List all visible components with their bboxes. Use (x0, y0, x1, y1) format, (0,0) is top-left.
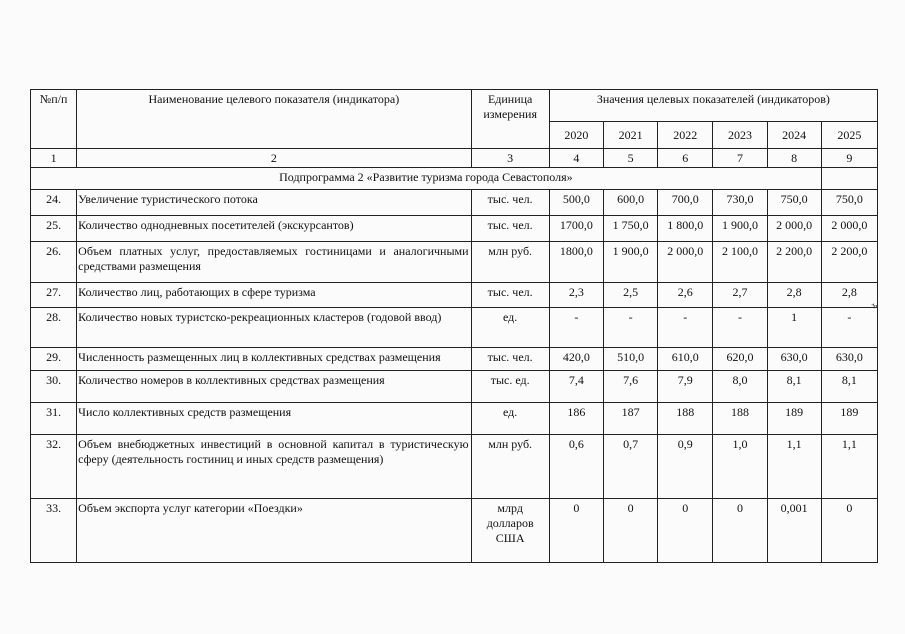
row-number: 28. (31, 308, 77, 348)
value-cell: 630,0 (821, 348, 877, 371)
value-cell: 2,3 (549, 283, 603, 308)
value-cell: 420,0 (549, 348, 603, 371)
value-cell: 1,1 (767, 435, 821, 499)
header-year: 2022 (658, 122, 713, 149)
value-cell: 1,0 (713, 435, 767, 499)
column-number: 2 (77, 149, 471, 168)
value-cell: 0 (603, 499, 657, 563)
value-cell: 2,5 (603, 283, 657, 308)
value-cell: 0 (549, 499, 603, 563)
column-number: 3 (471, 149, 549, 168)
indicator-name: Число коллективных средств размещения (77, 403, 471, 435)
value-cell: 610,0 (658, 348, 713, 371)
scan-mark: ъ (870, 299, 879, 312)
value-cell: 1 900,0 (713, 216, 767, 242)
value-cell: 0 (658, 499, 713, 563)
column-number: 4 (549, 149, 603, 168)
value-cell: 186 (549, 403, 603, 435)
table-row (31, 190, 878, 216)
header-year: 2021 (603, 122, 657, 149)
value-cell: 1 900,0 (603, 242, 657, 283)
unit-cell: тыс. чел. (471, 216, 549, 242)
table-row (31, 371, 878, 403)
value-cell: 8,1 (821, 371, 877, 403)
value-cell: 0,001 (767, 499, 821, 563)
value-cell: 0,6 (549, 435, 603, 499)
table-row (31, 499, 878, 563)
value-cell: 189 (821, 403, 877, 435)
value-cell: 2 200,0 (821, 242, 877, 283)
header-no: №п/п (31, 90, 77, 149)
value-cell: - (821, 308, 877, 348)
unit-cell: тыс. ед. (471, 371, 549, 403)
value-cell: 2,8 (767, 283, 821, 308)
table-row (31, 435, 878, 499)
column-number: 9 (821, 149, 877, 168)
value-cell: 500,0 (549, 190, 603, 216)
indicator-name: Объем платных услуг, предоставляемых гостиницами и аналогичными средствами размещения (77, 242, 471, 283)
value-cell: 2 000,0 (821, 216, 877, 242)
value-cell: 1 750,0 (603, 216, 657, 242)
value-cell: 2 000,0 (658, 242, 713, 283)
unit-cell: млн руб. (471, 242, 549, 283)
value-cell: 0 (713, 499, 767, 563)
unit-cell: тыс. чел. (471, 190, 549, 216)
column-number: 5 (603, 149, 657, 168)
indicator-name: Увеличение туристического потока (77, 190, 471, 216)
table-row (31, 348, 878, 371)
value-cell: 2,8 (821, 283, 877, 308)
header-year: 2025 (821, 122, 877, 149)
row-number: 29. (31, 348, 77, 371)
value-cell: 620,0 (713, 348, 767, 371)
unit-cell: млрд долларов США (471, 499, 549, 563)
value-cell: 750,0 (821, 190, 877, 216)
value-cell: 189 (767, 403, 821, 435)
value-cell: 2 100,0 (713, 242, 767, 283)
indicator-name: Объем внебюджетных инвестиций в основной капитал в туристическую сферу (деятельность гостиниц и иных средств размещения) (77, 435, 471, 499)
indicator-name: Объем экспорта услуг категории «Поездки» (77, 499, 471, 563)
indicator-name: Количество номеров в коллективных средствах размещения (77, 371, 471, 403)
value-cell: 8,0 (713, 371, 767, 403)
table-row (31, 216, 878, 242)
value-cell: 1800,0 (549, 242, 603, 283)
column-number: 6 (658, 149, 713, 168)
value-cell: - (603, 308, 657, 348)
value-cell: 187 (603, 403, 657, 435)
value-cell: 600,0 (603, 190, 657, 216)
indicator-name: Численность размещенных лиц в коллективных средствах размещения (77, 348, 471, 371)
row-number: 26. (31, 242, 77, 283)
value-cell: 700,0 (658, 190, 713, 216)
column-number: 8 (767, 149, 821, 168)
value-cell: 2 000,0 (767, 216, 821, 242)
subprogram-title: Подпрограмма 2 «Развитие туризма города Севастополя» (31, 168, 822, 190)
column-numbers-row (31, 149, 878, 168)
header-unit: Единица измерения (471, 90, 549, 149)
unit-cell: млн руб. (471, 435, 549, 499)
value-cell: 188 (658, 403, 713, 435)
row-number: 27. (31, 283, 77, 308)
value-cell: 1 800,0 (658, 216, 713, 242)
header-year: 2020 (549, 122, 603, 149)
header-year: 2023 (713, 122, 767, 149)
column-number: 7 (713, 149, 767, 168)
value-cell: 1700,0 (549, 216, 603, 242)
row-number: 33. (31, 499, 77, 563)
unit-cell: тыс. чел. (471, 283, 549, 308)
indicator-name: Количество однодневных посетителей (экскурсантов) (77, 216, 471, 242)
table-row (31, 283, 878, 308)
value-cell: 630,0 (767, 348, 821, 371)
row-number: 24. (31, 190, 77, 216)
value-cell: 730,0 (713, 190, 767, 216)
header-name: Наименование целевого показателя (индикатора) (77, 90, 471, 149)
subprogram-empty-cell (821, 168, 877, 190)
value-cell: 0,9 (658, 435, 713, 499)
row-number: 31. (31, 403, 77, 435)
row-number: 32. (31, 435, 77, 499)
value-cell: 7,6 (603, 371, 657, 403)
value-cell: 188 (713, 403, 767, 435)
row-number: 30. (31, 371, 77, 403)
subprogram-row (31, 168, 878, 190)
unit-cell: ед. (471, 403, 549, 435)
value-cell: 7,4 (549, 371, 603, 403)
value-cell: 0,7 (603, 435, 657, 499)
indicator-name: Количество лиц, работающих в сфере туризма (77, 283, 471, 308)
value-cell: 1,1 (821, 435, 877, 499)
header-values: Значения целевых показателей (индикаторов) (549, 90, 877, 122)
indicators-table (30, 89, 878, 563)
table-row (31, 403, 878, 435)
value-cell: 1 (767, 308, 821, 348)
indicator-name: Количество новых туристско-рекреационных кластеров (годовой ввод) (77, 308, 471, 348)
table-row (31, 242, 878, 283)
column-number: 1 (31, 149, 77, 168)
header-year: 2024 (767, 122, 821, 149)
value-cell: 2 200,0 (767, 242, 821, 283)
value-cell: 8,1 (767, 371, 821, 403)
value-cell: 7,9 (658, 371, 713, 403)
value-cell: 2,6 (658, 283, 713, 308)
header-row (31, 90, 878, 122)
value-cell: 0 (821, 499, 877, 563)
value-cell: - (658, 308, 713, 348)
value-cell: 750,0 (767, 190, 821, 216)
unit-cell: ед. (471, 308, 549, 348)
value-cell: - (549, 308, 603, 348)
value-cell: 2,7 (713, 283, 767, 308)
value-cell: - (713, 308, 767, 348)
value-cell: 510,0 (603, 348, 657, 371)
table-row (31, 308, 878, 348)
unit-cell: тыс. чел. (471, 348, 549, 371)
row-number: 25. (31, 216, 77, 242)
